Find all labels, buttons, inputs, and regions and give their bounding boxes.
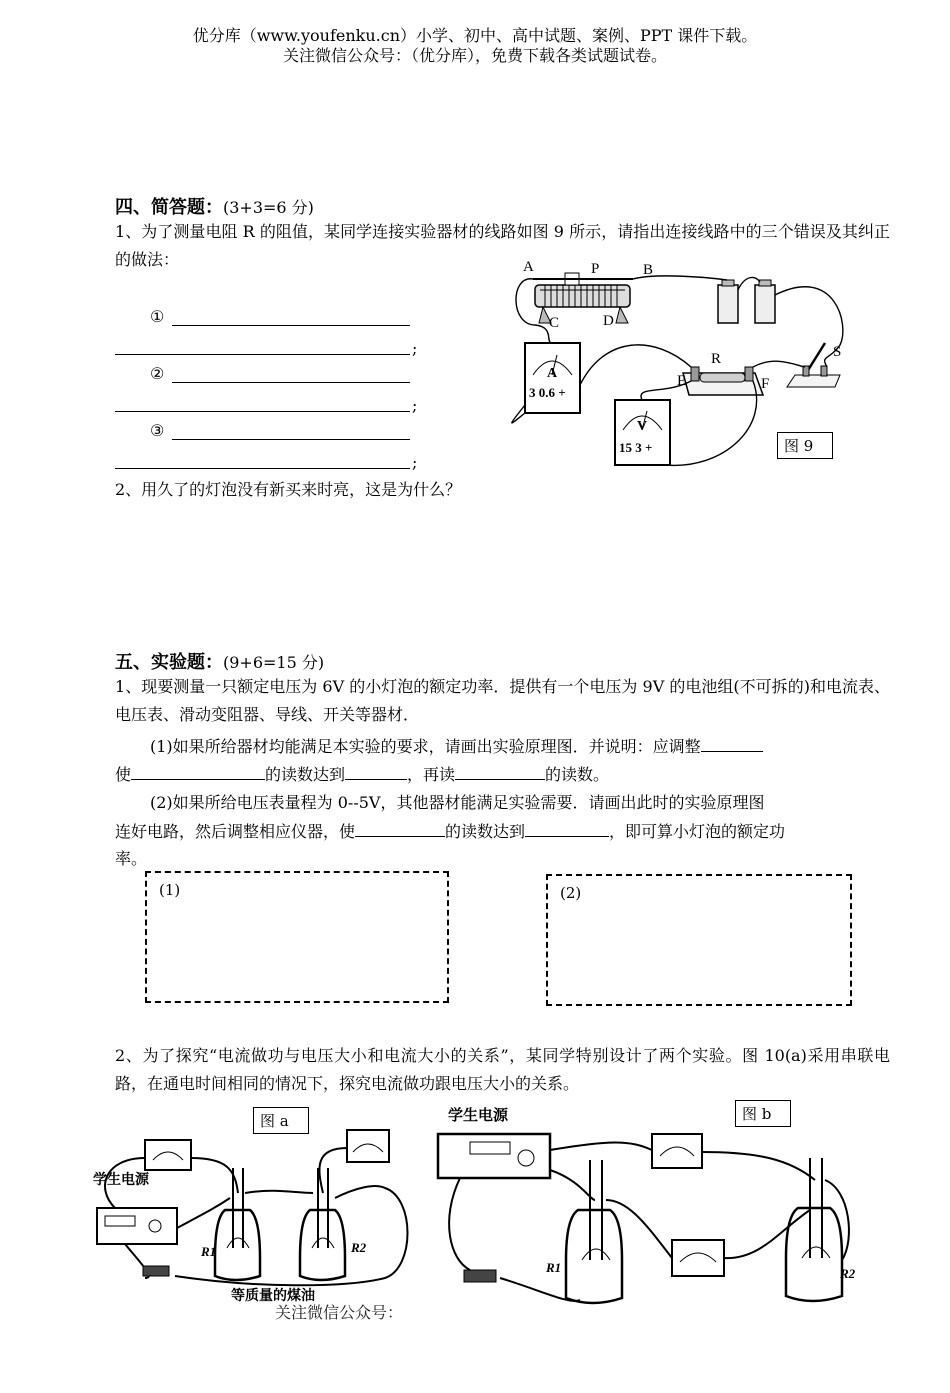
ammeter-scale: 3 0.6 + [529,385,566,400]
figure-a-switch [143,1266,169,1276]
q1-part1-text-b4: 的读数。 [545,765,610,784]
answer-line-1b[interactable] [115,354,410,355]
answer-line-3a[interactable] [172,439,410,440]
answer-item-1 [150,307,164,326]
drawing-box-2-label: (2) [560,884,582,902]
section-5-title [115,648,324,674]
semicolon-3: ; [412,453,418,472]
drawing-box-1[interactable] [145,871,449,1003]
voltmeter-symbol: V [637,419,648,434]
section-5-question-1: 1、现要测量一只额定电压为 6V 的小灯泡的额定功率．提供有一个电压为 9V 的电池组(不可拆的)和电流表、电压表、滑动变阻器、导线、开关等器材． [115,677,890,724]
section-5-question-2: 2、为了探究“电流做功与电压大小和电流大小的关系”，某同学特别设计了两个实验。图 10(a)采用串联电路，在通电时间相同的情况下，探究电流做功跟电压大小的关系。 [115,1046,890,1093]
label-C: C [549,315,560,331]
answer-item-2-marker: ② [150,364,165,383]
figure-b-meter-bottom [672,1240,724,1276]
figure-a-power-label: 学生电源 [93,1173,149,1188]
figure-a-label: 图 a [253,1107,309,1134]
section-5-heading: 五、实验题： [115,652,223,673]
blank-meter-2[interactable] [455,761,545,780]
section-4-points: (3+3=6 分) [223,198,314,217]
figure-a-caption: 等质量的煤油 [231,1289,315,1304]
q1-part2-text-b3: ，即可算小灯泡的额定功 [609,822,786,841]
voltmeter [615,400,670,465]
label-D: D [603,313,614,329]
q1-part1-line-a [150,733,763,757]
section-4-question-2: 2、用久了的灯泡没有新买来时亮，这是为什么？ [115,480,462,499]
drawing-box-1-label: (1) [159,881,181,899]
header-line-1: 优分库（www.youfenku.cn）小学、初中、高中试题、案例、PPT 课件下载。 [192,26,758,45]
blank-meter-3[interactable] [355,818,445,837]
figure-a-r1: R1 [201,1244,217,1259]
footer-fragment: 关注微信公众号： [275,1303,404,1322]
figure-a-r2: R2 [351,1240,367,1255]
figure-b-meter-top [652,1134,702,1168]
section-4-heading: 四、简答题： [115,197,223,218]
answer-line-2a[interactable] [172,382,410,383]
figure-a-meter-left [145,1140,191,1170]
q1-part2-line-b [115,818,785,842]
figure-a-meter-right [347,1130,389,1162]
label-F: F [761,376,770,392]
answer-line-3b[interactable] [115,468,410,469]
resistor-board [683,367,763,395]
figure-9-label: 图 9 [777,432,833,459]
semicolon-2: ; [412,396,418,415]
label-A: A [523,259,534,275]
figure-b-switch [464,1270,496,1282]
blank-meter-1[interactable] [131,761,265,780]
figure-b-circuit [430,1100,860,1315]
semicolon-1: ; [412,339,418,358]
answer-item-3-marker: ③ [150,421,165,440]
answer-item-3 [150,421,164,440]
header-line-2: 关注微信公众号：（优分库），免费下载各类试题试卷。 [282,46,667,65]
q1-part2-text-b1: 连好电路，然后调整相应仪器，使 [115,822,356,841]
label-E: E [677,373,687,389]
q1-part2-line-a: (2)如果所给电压表量程为 0--5V，其他器材能满足实验需要．请画出此时的实验原理图 [150,793,765,812]
answer-line-1a[interactable] [172,325,410,326]
blank-value-2[interactable] [525,818,609,837]
figure-b-power-supply [438,1134,550,1178]
q1-part2-line-c: 率。 [115,849,148,868]
section-4-question-1: 1、为了测量电阻 R 的阻值，某同学连接实验器材的线路如图 9 所示，请指出连接线路中的三个错误及其纠正的做法： [115,222,890,269]
answer-line-2b[interactable] [115,411,410,412]
section-5-points: (9+6=15 分) [223,653,325,672]
figure-a-circuit [85,1118,425,1308]
label-B: B [643,262,654,278]
battery-cells [718,280,775,323]
figure-a-bottle-2 [300,1168,345,1280]
answer-item-1-marker: ① [150,307,165,326]
label-S: S [833,344,842,360]
figure-b-r2: R2 [840,1266,856,1281]
label-P: P [591,261,600,277]
label-R: R [711,351,722,367]
blank-adjust[interactable] [701,733,763,752]
q1-part1-text-b1: 使 [115,765,132,784]
section-4-title [115,193,314,219]
q1-part1-text-a: (1)如果所给器材均能满足本实验的要求，请画出实验原理图．并说明：应调整 [150,737,701,756]
rheostat [533,273,633,323]
q1-part1-text-b3: ，再读 [407,765,456,784]
ammeter-symbol: A [547,366,558,381]
answer-item-2 [150,364,164,383]
blank-value-1[interactable] [345,761,407,780]
figure-b-r1: R1 [546,1260,562,1275]
ammeter [525,343,580,413]
drawing-box-2[interactable] [546,874,852,1006]
q1-part2-text-b2: 的读数达到 [445,822,526,841]
figure-b-power-label: 学生电源 [448,1108,509,1124]
q1-part1-line-b [115,761,609,785]
q1-part1-text-b2: 的读数达到 [265,765,346,784]
figure-b-label: 图 b [735,1100,791,1127]
voltmeter-scale: 15 3 + [619,440,653,455]
